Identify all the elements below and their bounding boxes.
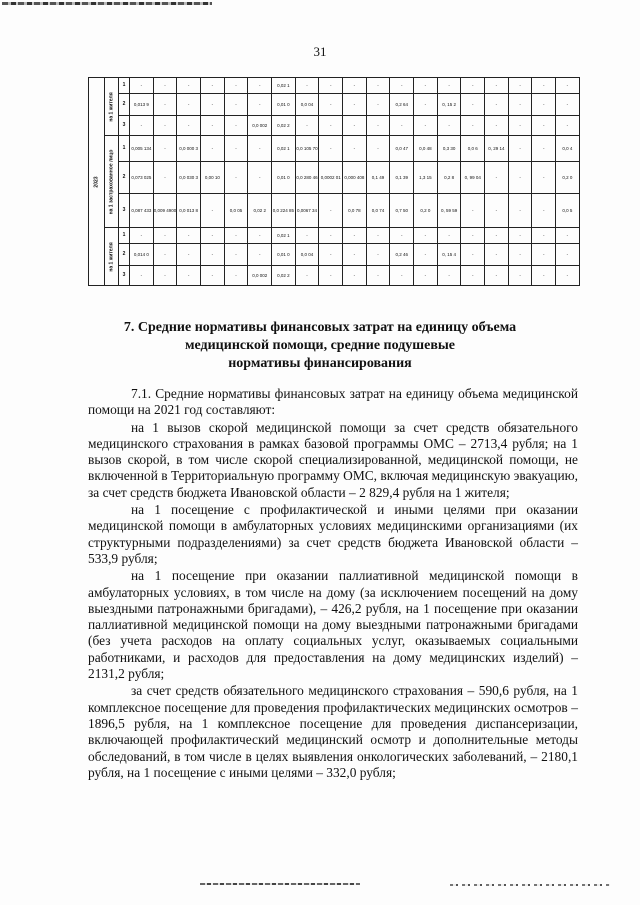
table-cell: - (177, 94, 201, 116)
table-cell: 0, 29 14 (485, 136, 509, 162)
table-cell: - (201, 194, 225, 228)
table-cell: 0,009 4900 (153, 194, 177, 228)
table-row (89, 94, 580, 116)
table-cell: - (201, 244, 225, 266)
table-cell: 0,0 78 (343, 194, 367, 228)
table-cell: 0,02 1 (272, 78, 296, 94)
table-cell: - (508, 244, 532, 266)
table-cell: 0,005 134 (130, 136, 154, 162)
table-cell: - (248, 94, 272, 116)
paragraph: на 1 вызов скорой медицинской помощи за счет средств обязательного медицинского страхования в рамках базовой программы ОМС – 2713,4 рубля; на 1 вызов скорой, в том числе скорой специализированной, медицинской помощи, не включенной в Территориальную программу ОМС, включая медицинскую эвакуацию, за счет средств бюджета Ивановской области – 2 829,4 рубля на 1 жителя; (88, 419, 578, 500)
table-cell: - (319, 194, 343, 228)
table-cell: 0,0 030 3 (177, 162, 201, 194)
table-cell: - (461, 116, 485, 136)
table-cell: - (485, 116, 509, 136)
table-cell: 0,0 04 (295, 94, 319, 116)
table-row (89, 116, 580, 136)
table-cell: - (343, 94, 367, 116)
table-cell: - (248, 244, 272, 266)
row-number: 1 (119, 228, 130, 244)
paragraph: 7.1. Средние нормативы финансовых затрат на единицу объема медицинской помощи на 2021 год составляют: (88, 386, 578, 418)
table-cell: 0,02 1 (272, 136, 296, 162)
table-cell: - (532, 78, 556, 94)
table-cell: 0,2 0 (414, 194, 438, 228)
table-cell: - (366, 94, 390, 116)
table-cell: - (153, 162, 177, 194)
table-cell: - (508, 94, 532, 116)
table-row (89, 162, 580, 194)
year-label: 2023 (89, 78, 105, 286)
table-cell: - (414, 116, 438, 136)
table-cell: - (532, 116, 556, 136)
table-cell: - (390, 78, 414, 94)
table-cell: 0,0 74 (366, 194, 390, 228)
table-cell: - (130, 266, 154, 286)
row-number: 3 (119, 194, 130, 228)
table-cell: - (153, 116, 177, 136)
table-cell: - (153, 94, 177, 116)
scan-artifact-bottom (200, 883, 360, 885)
table-cell: - (177, 244, 201, 266)
table-cell: - (485, 228, 509, 244)
table-cell: - (366, 116, 390, 136)
table-cell: - (485, 94, 509, 116)
statistics-table (88, 77, 580, 286)
table-cell: - (437, 266, 461, 286)
table-cell: 0,013 9 (130, 94, 154, 116)
table-row (89, 136, 580, 162)
table-cell: 0,01 0 (272, 244, 296, 266)
table-cell: 0, 59 59 (437, 194, 461, 228)
table-cell: 0,0 05 (224, 194, 248, 228)
table-row (89, 244, 580, 266)
table-cell: - (224, 94, 248, 116)
table-row (89, 266, 580, 286)
table-cell: 0,0 002 (248, 116, 272, 136)
table-cell: - (295, 78, 319, 94)
table-cell: - (224, 244, 248, 266)
table-cell: - (556, 266, 580, 286)
table-cell: - (248, 228, 272, 244)
table-cell: - (461, 266, 485, 286)
table-row (89, 194, 580, 228)
table-cell: - (224, 116, 248, 136)
table-cell: 0,0 013 8 (177, 194, 201, 228)
table-cell: - (532, 228, 556, 244)
table-cell: - (532, 244, 556, 266)
table-cell: 1,3 15 (414, 162, 438, 194)
table-cell: - (532, 194, 556, 228)
table-cell: - (319, 116, 343, 136)
section-heading (110, 319, 530, 373)
row-number: 2 (119, 94, 130, 116)
table-cell: - (414, 244, 438, 266)
table-cell: - (343, 136, 367, 162)
table-cell: - (153, 136, 177, 162)
table-cell: - (343, 116, 367, 136)
table-cell: 0,01 0 (272, 162, 296, 194)
table-cell: 0,0 105 70 (295, 136, 319, 162)
table-cell: - (201, 116, 225, 136)
table-cell: - (319, 244, 343, 266)
table-cell: - (201, 94, 225, 116)
body-text (88, 386, 578, 782)
table-cell: - (556, 94, 580, 116)
row-number: 1 (119, 78, 130, 94)
table-cell: - (295, 228, 319, 244)
table-cell: - (248, 162, 272, 194)
table-cell: 0,2 8 (437, 162, 461, 194)
table-cell: 0,0 280 46 (295, 162, 319, 194)
table-cell: - (343, 266, 367, 286)
table-cell: - (532, 136, 556, 162)
section-heading-line: нормативы финансирования (228, 356, 412, 371)
row-number: 2 (119, 162, 130, 194)
table-cell: - (485, 162, 509, 194)
table-cell: - (366, 244, 390, 266)
table-row (89, 228, 580, 244)
table-cell: - (508, 266, 532, 286)
table-cell: - (508, 228, 532, 244)
table-cell: - (485, 266, 509, 286)
table-cell: 0,014 0 (130, 244, 154, 266)
table-cell: - (343, 244, 367, 266)
table-cell: - (224, 228, 248, 244)
table-cell: - (153, 228, 177, 244)
table-cell: - (414, 228, 438, 244)
table-cell: - (461, 78, 485, 94)
table-cell: 0,073 025 (130, 162, 154, 194)
table-cell: 0,0 6 (461, 136, 485, 162)
table-cell: - (201, 228, 225, 244)
table-cell: - (343, 228, 367, 244)
table-cell: - (319, 228, 343, 244)
table-row (89, 78, 580, 94)
table-cell: 0,0 224 85 (272, 194, 296, 228)
table-cell: - (224, 162, 248, 194)
paragraph: за счет средств обязательного медицинского страхования – 590,6 рубля, на 1 комплексное посещение для проведения профилактических медицинских осмотров – 1896,5 рубля, на 1 комплексное посещение для проведения диспансеризации, включающей профилактический медицинский осмотр и дополнительные методы обследований, в том числе в целях выявления онкологических заболеваний, – 2180,1 рубля, на 1 посещение с иными целями – 332,0 рубля; (88, 683, 578, 780)
table-cell: 0,3 30 (437, 136, 461, 162)
table-cell: - (224, 266, 248, 286)
table-cell: - (153, 78, 177, 94)
table-cell: - (532, 94, 556, 116)
table-cell: - (201, 136, 225, 162)
section-heading-line: 7. Средние нормативы финансовых затрат на единицу объема (123, 320, 517, 335)
table-cell: - (556, 116, 580, 136)
section-heading-line: медицинской помощи, средние подушевые (184, 338, 456, 353)
table-cell: - (319, 266, 343, 286)
table-cell: - (201, 266, 225, 286)
table-cell: - (461, 194, 485, 228)
table-cell: 0,0 4 (556, 136, 580, 162)
table-cell: 0,02 1 (272, 228, 296, 244)
table-cell: - (414, 266, 438, 286)
table-cell: 0,01 0 (272, 94, 296, 116)
table-cell: - (248, 136, 272, 162)
table-cell: - (390, 116, 414, 136)
table-cell: 0,02 2 (272, 116, 296, 136)
row-number: 3 (119, 266, 130, 286)
table-cell: - (366, 136, 390, 162)
table-cell: - (508, 78, 532, 94)
table-cell: - (130, 78, 154, 94)
table-cell: - (414, 78, 438, 94)
table-cell: - (508, 116, 532, 136)
scan-artifact-bottom (450, 884, 610, 886)
table-cell: 0,0 5 (556, 194, 580, 228)
table-cell: 0,02 2 (248, 194, 272, 228)
table-cell: - (437, 78, 461, 94)
table-cell: 0,0 000 3 (177, 136, 201, 162)
table-cell: - (485, 244, 509, 266)
page-number: 31 (313, 44, 327, 59)
table-cell: - (319, 94, 343, 116)
table-cell: 0,087 433 (130, 194, 154, 228)
table-cell: - (248, 78, 272, 94)
table-cell: 0, 15 2 (437, 94, 461, 116)
table-cell: - (532, 162, 556, 194)
group-label: на 1 застрахованное лицо (105, 136, 119, 228)
table-cell: - (437, 228, 461, 244)
table-cell: - (177, 266, 201, 286)
table-cell: - (366, 266, 390, 286)
table-cell: - (319, 78, 343, 94)
table-cell: - (437, 116, 461, 136)
table-cell: - (366, 228, 390, 244)
row-number: 3 (119, 116, 130, 136)
table-cell: - (508, 162, 532, 194)
table-cell: 0,0 002 (248, 266, 272, 286)
table-cell: - (224, 136, 248, 162)
table-cell: - (366, 78, 390, 94)
table-cell: - (153, 244, 177, 266)
table-cell: - (461, 228, 485, 244)
table-cell: - (130, 228, 154, 244)
table-cell: 0, 99 04 (461, 162, 485, 194)
table-cell: 0,0 47 (390, 136, 414, 162)
table-cell: 0, 15 4 (437, 244, 461, 266)
table-cell: - (390, 266, 414, 286)
table-cell: 0,7 50 (390, 194, 414, 228)
table-cell: - (414, 94, 438, 116)
table-cell: - (224, 78, 248, 94)
table-cell: - (508, 194, 532, 228)
table-cell: - (295, 116, 319, 136)
scan-artifact-top (2, 2, 212, 5)
table-cell: 0,0067 34 (295, 194, 319, 228)
table-cell: 0,0 04 (295, 244, 319, 266)
group-label: на 1 жителя (105, 228, 119, 286)
table-cell: - (556, 228, 580, 244)
table-cell: - (201, 78, 225, 94)
paragraph: на 1 посещение при оказании паллиативной медицинской помощи в амбулаторных условиях, в том числе на дому (за исключением посещений на дому выездными патронажными бригадами), – 426,2 рубля, на 1 посещение при оказании паллиативной медицинской помощи на дому выездными патронажными бригадами (без учета расходов на оплату социальных услуг, оказываемых социальными работниками, и расходов для предоставления на дому медицинских изделий) – 2131,2 рубля; (88, 568, 578, 682)
table-cell: - (532, 266, 556, 286)
table-cell: - (130, 116, 154, 136)
table-cell: - (485, 78, 509, 94)
table-cell: 0,2 64 (390, 94, 414, 116)
table-cell: - (485, 194, 509, 228)
table-cell: - (461, 244, 485, 266)
table-cell: - (461, 94, 485, 116)
table-cell: - (177, 78, 201, 94)
table-cell: 0,0 48 (414, 136, 438, 162)
table-cell: - (343, 78, 367, 94)
table-cell: - (556, 78, 580, 94)
table-cell: - (556, 244, 580, 266)
table-cell: 0,1 39 (390, 162, 414, 194)
table-cell: - (177, 228, 201, 244)
table-cell: 0,2 46 (390, 244, 414, 266)
row-number: 1 (119, 136, 130, 162)
row-number: 2 (119, 244, 130, 266)
table-cell: - (508, 136, 532, 162)
group-label: на 1 жителя (105, 78, 119, 136)
table-cell: - (390, 228, 414, 244)
table-cell: - (295, 266, 319, 286)
table-cell: 0,2 0 (556, 162, 580, 194)
table-cell: 0,00 10 (201, 162, 225, 194)
table-cell: - (319, 136, 343, 162)
table-cell: 0,0002 01 (319, 162, 343, 194)
table-cell: 0,000 408 (343, 162, 367, 194)
table-cell: 0,1 49 (366, 162, 390, 194)
paragraph: на 1 посещение с профилактической и иными целями при оказании медицинской помощи в амбулаторных условиях медицинскими организациями (их структурными подразделениями) за счет средств бюджета Ивановской области – 533,9 рубля; (88, 502, 578, 566)
table-cell: 0,02 2 (272, 266, 296, 286)
table-cell: - (153, 266, 177, 286)
table-cell: - (177, 116, 201, 136)
